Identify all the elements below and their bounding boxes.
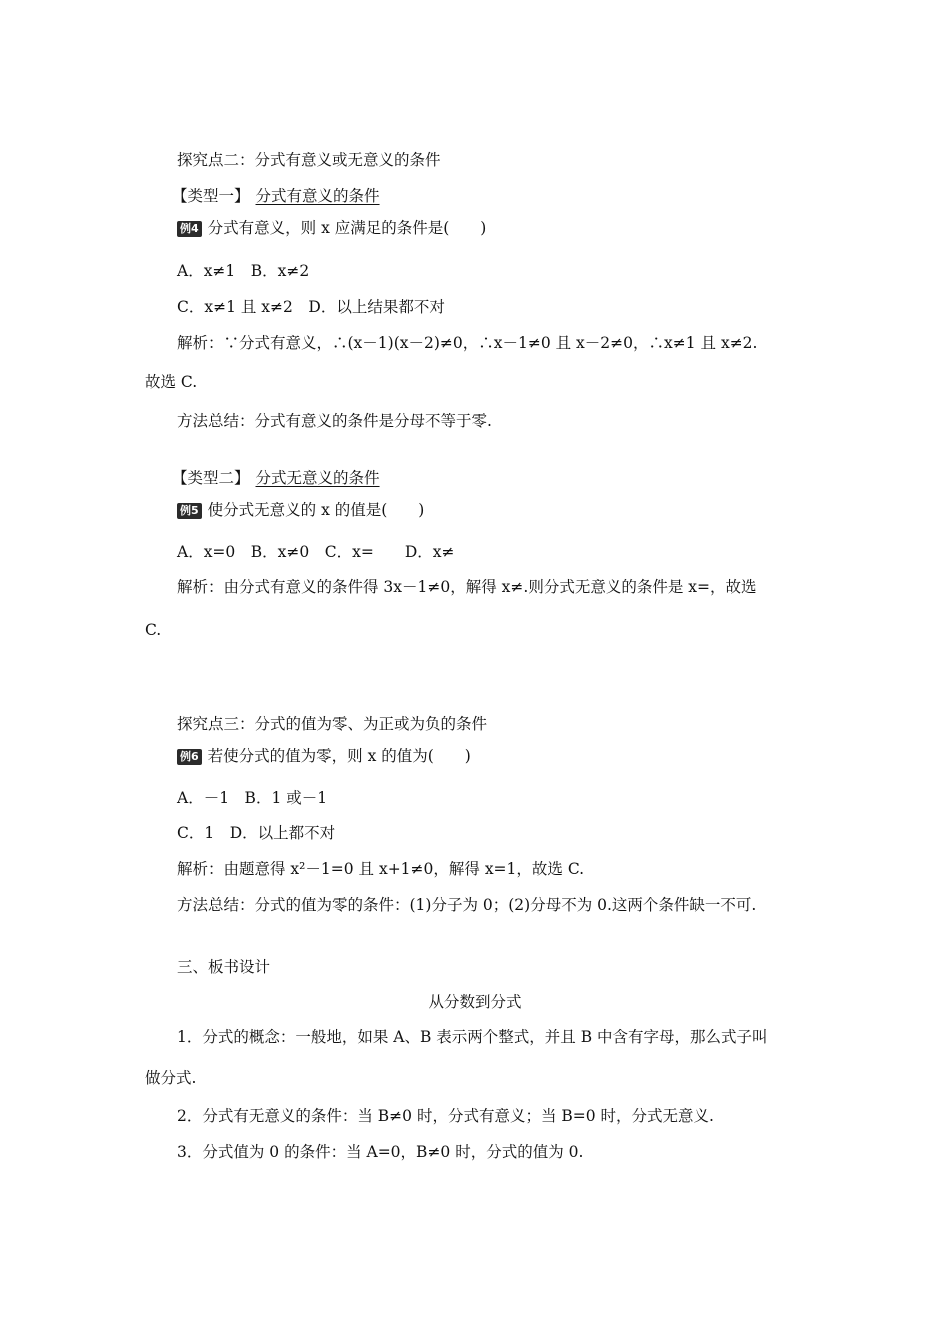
board-item-1: 1．分式的概念：一般地，如果 A、B 表示两个整式，并且 B 中含有字母，那么式子叫	[177, 1028, 768, 1046]
example5-question	[177, 500, 424, 520]
section3-title: 探究点三：分式的值为零、为正或为负的条件	[177, 715, 488, 733]
example6-text: 若使分式的值为零，则 x 的值为( )	[207, 747, 471, 765]
type1-bracket: 【类型一】	[172, 187, 250, 205]
board-item-1-cont: 做分式.	[145, 1069, 197, 1087]
example6-question	[177, 746, 471, 766]
example6-options-ab: A．－1 B．1 或－1	[177, 789, 328, 807]
example4-analysis-cont: 故选 C.	[145, 373, 198, 391]
example5-analysis: 解析：由分式有意义的条件得 3x－1≠0，解得 x≠.则分式无意义的条件是 x=，故选	[177, 578, 757, 596]
section2-title: 探究点二：分式有意义或无意义的条件	[177, 151, 441, 169]
example4-question	[177, 218, 486, 238]
example4-summary: 方法总结：分式有意义的条件是分母不等于零.	[177, 412, 492, 430]
example4-options-cd: C．x≠1 且 x≠2 D．以上结果都不对	[177, 298, 445, 316]
type1-label: 分式有意义的条件	[255, 187, 380, 205]
type2-label: 分式无意义的条件	[255, 469, 380, 487]
board-item-3: 3．分式值为 0 的条件：当 A=0，B≠0 时，分式的值为 0.	[177, 1143, 584, 1161]
type2-bracket: 【类型二】	[172, 469, 250, 487]
example5-text: 使分式无意义的 x 的值是( )	[207, 501, 425, 519]
type2-heading	[172, 468, 380, 488]
example5-analysis-cont: C.	[145, 621, 162, 639]
example6-options-cd: C．1 D．以上都不对	[177, 824, 336, 842]
example4-options-ab: A．x≠1 B．x≠2	[177, 262, 310, 280]
example5-options: A．x=0 B．x≠0 C．x= D．x≠	[177, 543, 455, 561]
board-item-2: 2．分式有无意义的条件：当 B≠0 时，分式有意义；当 B=0 时，分式无意义.	[177, 1107, 714, 1125]
example5-badge: 例5	[177, 503, 202, 519]
example4-badge: 例4	[177, 221, 202, 237]
board-heading: 三、板书设计	[177, 958, 271, 976]
example6-analysis: 解析：由题意得 x²－1=0 且 x+1≠0，解得 x=1，故选 C.	[177, 860, 585, 878]
type1-heading	[172, 186, 380, 206]
example4-text: 分式有意义，则 x 应满足的条件是( )	[207, 219, 487, 237]
board-title: 从分数到分式	[428, 993, 522, 1011]
example4-analysis: 解析：∵分式有意义，∴(x－1)(x－2)≠0，∴x－1≠0 且 x－2≠0，∴x≠1 且 x≠2.	[177, 334, 758, 352]
example6-badge: 例6	[177, 749, 202, 765]
example6-summary: 方法总结：分式的值为零的条件：(1)分子为 0；(2)分母不为 0.这两个条件缺一不可.	[177, 896, 757, 914]
